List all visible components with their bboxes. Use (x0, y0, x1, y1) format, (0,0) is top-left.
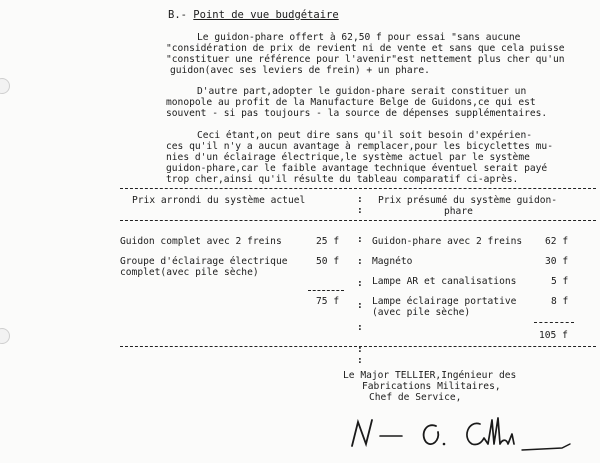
table-bottom-rule (120, 346, 596, 347)
paragraph-line: Le guidon-phare offert à 62,50 f pour essai "sans aucune (197, 32, 521, 43)
left-total: 75 f (316, 296, 340, 307)
table-row-right-label: Lampe AR et canalisations (372, 276, 517, 287)
punch-hole (0, 78, 10, 94)
paragraph-line: souvent - si pas toujours - la source de dépenses supplémentaires. (166, 108, 548, 119)
section-letter: B.- (168, 9, 187, 21)
paragraph-line: "constituer une référence pour l'avenir"est nettement plus cher qu'un (166, 54, 565, 65)
left-subtotal-rule (308, 290, 344, 291)
paragraph-line: guidon-phare,car le faible avantage technique éventuel serait payé (166, 163, 548, 174)
table-row-right-label: Lampe éclairage portative (372, 296, 517, 307)
left-column-header: Prix arrondi du système actuel (132, 195, 306, 206)
paragraph-line: ces qu'il n'y a aucun avantage à remplacer,pour les bicyclettes mu- (166, 141, 553, 152)
column-separator: : : : : : : : (357, 234, 363, 366)
paragraph-line: trop cher,ainsi qu'il résulte du tableau comparatif ci-après. (166, 174, 519, 185)
table-row-right-label: Guidon-phare avec 2 freins (372, 236, 523, 247)
punch-hole (0, 328, 10, 344)
signatory-name: Le Major TELLIER,Ingénieur des (343, 370, 517, 381)
paragraph-line: guidon(avec ses leviers de frein) + un phare. (170, 65, 430, 76)
handwritten-signature (340, 410, 580, 460)
table-top-rule (120, 188, 596, 189)
signatory-role: Chef de Service, (369, 392, 462, 403)
table-row-left-price: 50 f (316, 256, 340, 267)
table-row-left-label-cont: complet(avec pile sèche) (120, 267, 259, 278)
right-column-header: Prix présumé du système guidon- (378, 195, 558, 206)
signatory-title: Fabrications Militaires, (362, 381, 501, 392)
table-row-right-price: 30 f (545, 256, 569, 267)
table-row-left-price: 25 f (316, 236, 340, 247)
table-row-right-price: 8 f (551, 296, 569, 307)
right-column-header-cont: phare (444, 206, 473, 217)
table-row-right-price: 5 f (551, 276, 569, 287)
right-total: 105 f (539, 330, 568, 341)
paragraph-line: monopole au profit de la Manufacture Belge de Guidons,ce qui est (166, 97, 536, 108)
paragraph-line: nies d'un éclairage électrique,le système actuel par le système (166, 152, 530, 163)
table-row-left-label: Guidon complet avec 2 freins (120, 236, 282, 247)
section-heading (168, 10, 339, 21)
section-title: Point de vue budgétaire (193, 9, 339, 21)
table-row-right-label: Magnéto (372, 256, 413, 267)
right-subtotal-rule (534, 322, 574, 323)
column-separator: : : (357, 194, 363, 216)
table-header-rule (120, 220, 596, 221)
table-row-right-label-cont: (avec pile sèche) (372, 307, 471, 318)
paragraph-line: Ceci étant,on peut dire sans qu'il soit besoin d'expérien- (197, 130, 533, 141)
table-row-left-label: Groupe d'éclairage électrique (120, 256, 288, 267)
paragraph-line: "considération de prix de revient ni de vente et sans que cela puisse (166, 43, 565, 54)
table-row-right-price: 62 f (545, 236, 569, 247)
paragraph-line: D'autre part,adopter le guidon-phare serait constituer un (197, 86, 527, 97)
